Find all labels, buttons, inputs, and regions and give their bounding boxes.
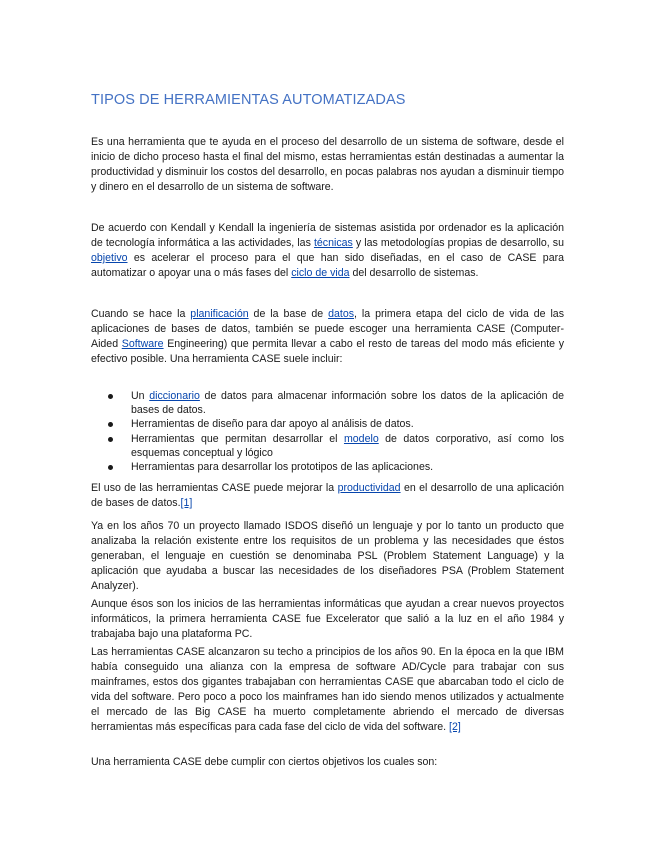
link-productividad[interactable]: productividad xyxy=(337,482,401,494)
reference-link-2[interactable]: [2] xyxy=(449,721,461,733)
paragraph-excelerator: Aunque ésos son los inicios de las herramientas informáticas que ayudan a crear nuevos proyectos informáticos, la primera herramienta CASE fue Excelerator que salió a la luz en el año 1984 y trabajaba bajo una plataforma PC. xyxy=(91,598,564,640)
reference-link-1[interactable]: [1] xyxy=(180,497,193,509)
paragraph-kendall xyxy=(91,221,564,281)
link-software[interactable]: Software xyxy=(121,338,164,350)
text-segment: Herramientas que permitan desarrollar el xyxy=(131,432,344,445)
text-segment: de datos corporativo, así como los esquemas conceptual y lógico xyxy=(131,432,564,459)
paragraph-planificacion xyxy=(91,307,564,367)
link-diccionario[interactable]: diccionario xyxy=(149,390,200,402)
page-title: TIPOS DE HERRAMIENTAS AUTOMATIZADAS xyxy=(91,92,406,108)
list-item xyxy=(91,432,564,460)
link-ciclo-de-vida[interactable]: ciclo de vida xyxy=(291,267,350,279)
text-segment: Engineering) que permita llevar a cabo el resto de tareas del modo más eficiente y efectivo posible. Una herramienta CASE suele incluir: xyxy=(91,338,564,365)
list-item: Herramientas de diseño para dar apoyo al análisis de datos. xyxy=(91,417,564,431)
text-segment: en el desarrollo de una aplicación de bases de datos. xyxy=(91,482,564,509)
text-segment: del desarrollo de sistemas. xyxy=(349,267,479,279)
link-datos[interactable]: datos xyxy=(328,308,355,320)
text-segment: y las metodologías propias de desarrollo, su xyxy=(352,237,564,249)
text-segment: El uso de las herramientas CASE puede mejorar la xyxy=(91,482,338,494)
text-segment: Las herramientas CASE alcanzaron su techo a principios de los años 90. En la época en la que IBM había conseguido una alianza con la empresa de software AD/Cycle para trabajar con sus mainframes, estos dos gigantes trabajaban con herramientas CASE que abarcaban todo el ciclo de vida del software. Pero poco a poco los mainframes han ido siendo menos utilizados y actualmente el mercado de las Big CASE ha muerto completamente abriendo el mercado de diversas herramientas más específicas para cada fase del ciclo de vida del software. xyxy=(91,646,564,733)
paragraph-historia xyxy=(91,645,564,735)
text-segment: de datos para almacenar información sobre los datos de la aplicación de bases de datos. xyxy=(131,390,564,417)
list-item: Herramientas para desarrollar los prototipos de las aplicaciones. xyxy=(91,460,564,474)
text-segment: es acelerar el proceso para el que han sido diseñadas, en el caso de CASE para automatizar o apoyar una o más fases del xyxy=(91,252,564,279)
link-tecnicas[interactable]: técnicas xyxy=(313,237,353,249)
paragraph-definition: Es una herramienta que te ayuda en el proceso del desarrollo de un sistema de software, desde el inicio de dicho proceso hasta el final del mismo, estas herramientas están destinadas a aumentar la productividad y disminuir los costos del desarrollo, en pocas palabras nos ayudan a disminuir tiempo y dinero en el desarrollo de un sistema de software. xyxy=(91,136,564,193)
text-segment: Cuando se hace la xyxy=(91,308,191,320)
text-segment: de la base de xyxy=(248,308,329,320)
link-modelo[interactable]: modelo xyxy=(343,432,379,445)
text-segment: Un xyxy=(131,390,150,402)
paragraph-isdos: Ya en los años 70 un proyecto llamado ISDOS diseñó un lenguaje y por lo tanto un producto que analizaba la relación existente entre los requisitos de un problema y las necesidades que éstos generaban, el lenguaje en cuestión se denominaba PSL (Problem Statement Language) y la aplicación que ayudaba a buscar las necesidades de los diseñadores PSA (Problem Statement Analyzer). xyxy=(91,520,564,592)
link-planificacion[interactable]: planificación xyxy=(190,308,249,320)
paragraph-productividad xyxy=(91,481,564,511)
list-item xyxy=(91,389,564,417)
text-segment: , la primera etapa del ciclo de vida de las aplicaciones de bases de datos, también se puede escoger una herramienta CASE (Computer-Aided xyxy=(91,308,564,350)
paragraph-objetivos: Una herramienta CASE debe cumplir con ciertos objetivos los cuales son: xyxy=(91,756,438,768)
text-segment: De acuerdo con Kendall y Kendall la ingeniería de sistemas asistida por ordenador es la aplicación de tecnología informática a las actividades, las xyxy=(91,222,564,249)
link-objetivo[interactable]: objetivo xyxy=(91,252,128,264)
case-features-list xyxy=(91,389,564,474)
